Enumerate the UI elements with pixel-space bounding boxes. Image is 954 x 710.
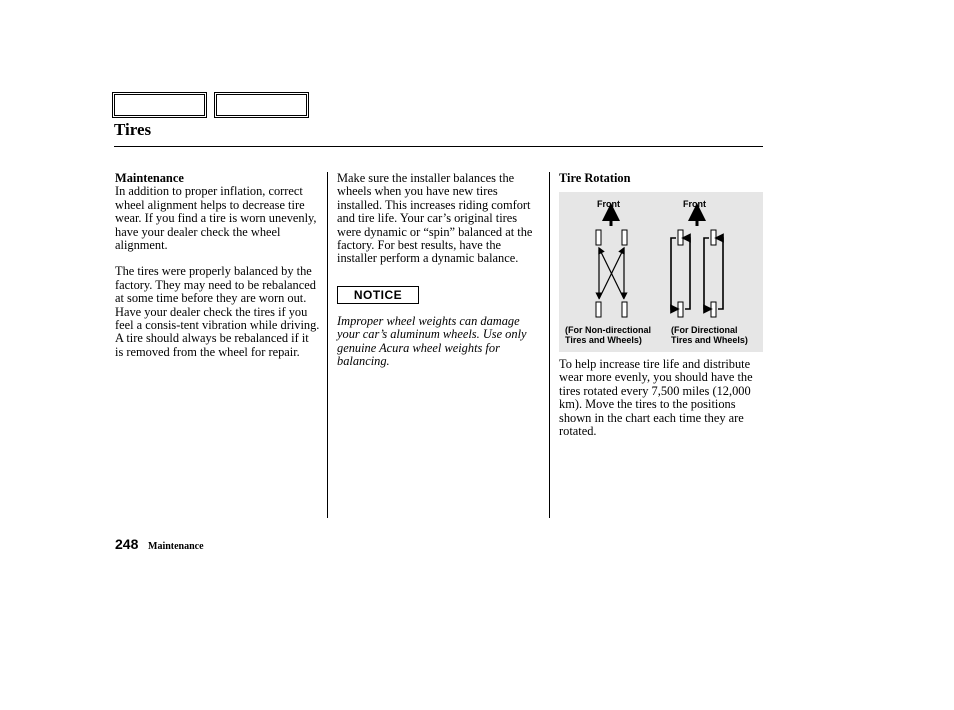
page-number: 248 bbox=[115, 536, 139, 552]
tire-rotation-diagram bbox=[559, 192, 763, 352]
tire-rear-left-dir bbox=[678, 302, 683, 317]
column-balancing bbox=[337, 172, 542, 368]
caption-directional bbox=[671, 325, 748, 345]
rotation-arrow bbox=[704, 238, 709, 309]
tire-rear-left bbox=[596, 302, 601, 317]
notice-text: Improper wheel weights can damage your car’s aluminum wheels. Use only genuine Acura wheel weights for balancing. bbox=[337, 313, 527, 369]
rotation-paragraph: To help increase tire life and distribute wear more evenly, you should have the tires rotated every 7,500 miles (12,000 km). Move the tires to the positions shown in the chart each time they are rotated. bbox=[559, 357, 753, 439]
maintenance-heading: Maintenance bbox=[115, 171, 184, 185]
caption-non-directional-line-1: (For Non-directional bbox=[565, 325, 651, 335]
rotation-arrow bbox=[685, 238, 690, 309]
footer-section-link[interactable]: Maintenance bbox=[148, 541, 204, 552]
rotation-arrow bbox=[718, 238, 723, 309]
caption-non-directional-line-2: Tires and Wheels) bbox=[565, 335, 642, 345]
column-rotation bbox=[559, 172, 764, 185]
rotation-arrow bbox=[600, 250, 624, 299]
column-divider-2 bbox=[549, 172, 550, 518]
tire-rear-right-dir bbox=[711, 302, 716, 317]
rotation-arrow bbox=[599, 250, 623, 299]
tire-rotation-heading: Tire Rotation bbox=[559, 171, 631, 185]
front-label-right: Front bbox=[683, 199, 706, 209]
nav-tab-box-2[interactable] bbox=[214, 92, 309, 118]
alignment-paragraph: In addition to proper inflation, correct wheel alignment helps to decrease tire wear. If you find a tire is worn unevenly, have your dealer check the wheel alignment. bbox=[115, 184, 317, 253]
rotation-arrow bbox=[671, 238, 676, 309]
notice-badge: NOTICE bbox=[337, 286, 419, 304]
tire-rear-right bbox=[622, 302, 627, 317]
tire-front-right-dir bbox=[711, 230, 716, 245]
column-divider-1 bbox=[327, 172, 328, 518]
front-label-left: Front bbox=[597, 199, 620, 209]
tire-front-left bbox=[596, 230, 601, 245]
column-maintenance bbox=[115, 172, 320, 359]
title-divider bbox=[114, 146, 763, 147]
balance-paragraph: The tires were properly balanced by the factory. They may need to be rebalanced at some time before they are worn out. Have your dealer check the tires if you feel a consis-tent vibration while driving. A tire should always be rebalanced if it is removed from the wheel for repair. bbox=[115, 264, 320, 359]
caption-directional-line-2: Tires and Wheels) bbox=[671, 335, 748, 345]
tire-front-left-dir bbox=[678, 230, 683, 245]
page-title: Tires bbox=[114, 120, 152, 139]
tire-front-right bbox=[622, 230, 627, 245]
caption-directional-line-1: (For Directional bbox=[671, 325, 738, 335]
installer-paragraph: Make sure the installer balances the wheels when you have new tires installed. This increases riding comfort and tire life. Your car’s original tires were dynamic or “spin” balanced at the factory. For best results, have the installer perform a dynamic balance. bbox=[337, 171, 533, 266]
nav-tab-box-1[interactable] bbox=[112, 92, 207, 118]
caption-non-directional bbox=[565, 325, 651, 345]
